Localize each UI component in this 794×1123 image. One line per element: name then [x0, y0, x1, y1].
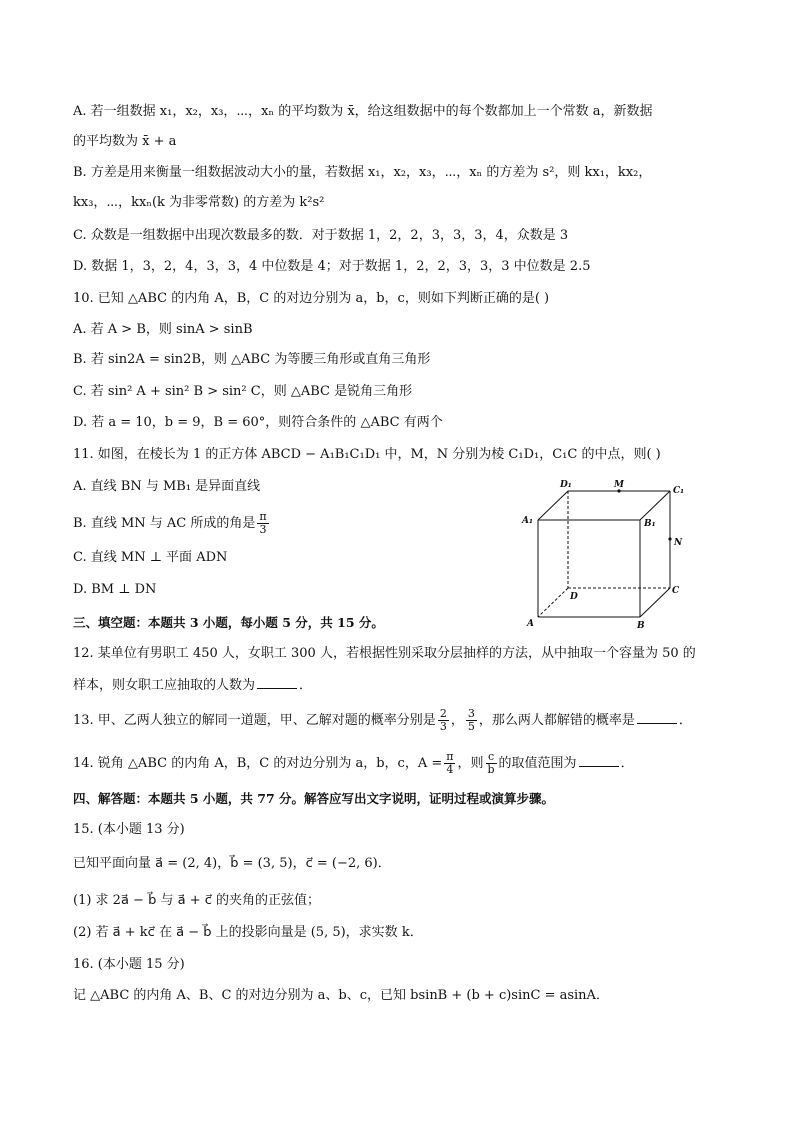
section-4-heading: 四、解答题：本题共 5 小题，共 77 分。解答应写出文字说明，证明过程或演算步骤。 — [73, 791, 555, 806]
q11-stem: 11. 如图，在棱长为 1 的正方体 ABCD − A₁B₁C₁D₁ 中，M，N 分别为棱 C₁D₁，C₁C 的中点，则( ) — [73, 447, 661, 462]
period: ． — [620, 756, 634, 771]
label-c: C — [672, 586, 680, 596]
label-a1: A₁ — [522, 516, 533, 526]
q10-stem: 10. 已知 △ABC 的内角 A，B，C 的对边分别为 a，b，c，则如下判断正确的是( ) — [73, 291, 550, 306]
q15-vectors: 已知平面向量 a⃗ = (2, 4)，b⃗ = (3, 5)，c⃗ = (−2, 6)． — [73, 856, 391, 871]
frac-numerator: 2 — [439, 707, 447, 720]
q9-option-c: C. 众数是一组数据中出现次数最多的数．对于数据 1，2，2，3，3，3，4，众数是 3 — [73, 228, 569, 243]
period: ． — [678, 713, 692, 728]
q16-heading: 16. (本小题 15 分) — [73, 957, 185, 972]
fraction-3-5 — [466, 708, 477, 733]
label-c1: C₁ — [673, 486, 685, 496]
q12-line1: 12. 某单位有男职工 450 人，女职工 300 人，若根据性别采取分层抽样的方法，从中抽取一个容量为 50 的 — [73, 646, 696, 661]
frac-denominator: b — [487, 763, 495, 776]
q15-heading: 15. (本小题 13 分) — [73, 822, 185, 837]
label-b1: B₁ — [644, 519, 656, 529]
q11-option-b-text: B. 直线 MN 与 AC 所成的角是 — [73, 516, 256, 531]
q13 — [73, 708, 692, 733]
q9-option-b-line2: kx₃，⋯，kxₙ(k 为非零常数) 的方差为 k²s² — [73, 195, 325, 210]
q9-option-b-line1: B. 方差是用来衡量一组数据波动大小的量，若数据 x₁，x₂，x₃，⋯，xₙ 的方差为 s²，则 kx₁，kx₂， — [73, 165, 652, 180]
separator: ， — [450, 713, 464, 728]
q15-part2: (2) 若 a⃗ + kc⃗ 在 a⃗ − b⃗ 上的投影向量是 (5, 5)，求实数 k． — [73, 925, 423, 940]
frac-numerator: c — [486, 751, 497, 764]
period: ． — [299, 678, 313, 693]
frac-denominator: 3 — [259, 523, 267, 536]
q9-option-d: D. 数据 1，3，2，4，3，3，4 中位数是 4；对于数据 1，2，2，3，3，3 中位数是 2.5 — [73, 259, 591, 274]
q10-option-c: C. 若 sin² A + sin² B > sin² C，则 △ABC 是锐角三角形 — [73, 384, 413, 399]
q10-option-a: A. 若 A > B，则 sinA > sinB — [73, 322, 253, 337]
q14-text-mid: ，则 — [457, 756, 484, 771]
q14-text: 14. 锐角 △ABC 的内角 A，B，C 的对边分别为 a，b，c，A = — [73, 756, 443, 771]
fraction-2-3 — [438, 708, 449, 733]
label-d1: D₁ — [560, 480, 572, 490]
label-d: D — [570, 592, 578, 602]
label-m: M — [614, 480, 624, 490]
section-3-heading: 三、填空题：本题共 3 小题，每小题 5 分，共 15 分。 — [73, 615, 384, 630]
q10-option-d: D. 若 a = 10，b = 9，B = 60°，则符合条件的 △ABC 有两个 — [73, 415, 443, 430]
q15-part1: (1) 求 2a⃗ − b⃗ 与 a⃗ + c⃗ 的夹角的正弦值； — [73, 893, 320, 908]
q9-option-a-line2: 的平均数为 x̄ + a — [73, 134, 177, 149]
frac-denominator: 4 — [446, 763, 454, 776]
fraction-c-over-b — [486, 751, 497, 776]
cube-figure — [518, 475, 688, 630]
q10-option-b: B. 若 sin2A = sin2B，则 △ABC 为等腰三角形或直角三角形 — [73, 352, 431, 367]
q11-option-c: C. 直线 MN ⊥ 平面 ADN — [73, 550, 228, 565]
q14 — [73, 751, 634, 776]
label-a: A — [527, 619, 534, 629]
q9-option-a-line1: A. 若一组数据 x₁，x₂，x₃，⋯，xₙ 的平均数为 x̄，给这组数据中的每个数都加上一个常数 a，新数据 — [73, 104, 653, 119]
q13-text: 13. 甲、乙两人独立的解同一道题，甲、乙解对题的概率分别是 — [73, 713, 436, 728]
answer-blank — [579, 754, 619, 767]
frac-numerator: π — [446, 750, 454, 763]
q13-text-end: ，那么两人都解错的概率是 — [478, 713, 635, 728]
frac-numerator: 3 — [467, 707, 475, 720]
fraction-pi-over-3 — [257, 511, 268, 536]
frac-denominator: 3 — [439, 720, 447, 733]
q12-line2-text: 样本，则女职工应抽取的人数为 — [73, 678, 256, 693]
q16-stem: 记 △ABC 的内角 A、B、C 的对边分别为 a、b、c，已知 bsinB + (b + c)sinC = asinA． — [73, 988, 609, 1003]
q11-option-b — [73, 511, 271, 536]
answer-blank — [257, 676, 297, 689]
q14-text-end: 的取值范围为 — [498, 756, 577, 771]
point-n — [668, 537, 671, 540]
q11-option-a: A. 直线 BN 与 MB₁ 是异面直线 — [73, 479, 261, 494]
q11-option-d: D. BM ⊥ DN — [73, 582, 157, 597]
fraction-pi-over-4 — [444, 751, 455, 776]
label-n: N — [674, 538, 683, 548]
label-b: B — [637, 621, 645, 630]
q12-line2 — [73, 676, 312, 695]
frac-numerator: π — [259, 510, 267, 523]
frac-denominator: 5 — [467, 720, 475, 733]
answer-blank — [637, 711, 677, 724]
